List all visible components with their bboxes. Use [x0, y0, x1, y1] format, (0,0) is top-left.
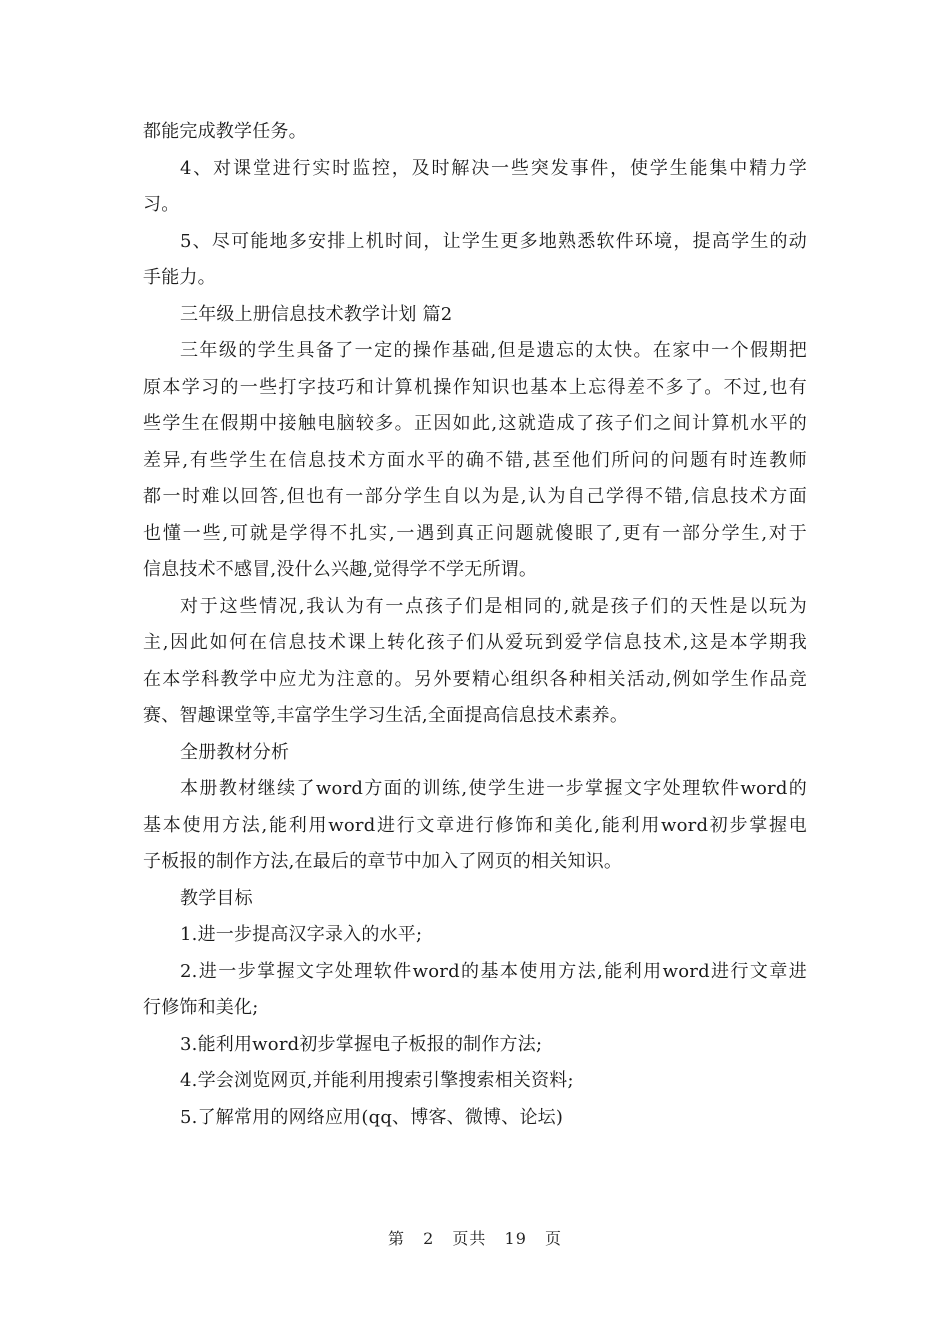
text-line: 三年级上册信息技术教学计划 篇2 — [180, 303, 453, 325]
text-line: 三年级的学生具备了一定的操作基础,但是遗忘的太快。在家中一个假期把 — [180, 340, 807, 361]
text-line: 4.学会浏览网页,并能利用搜索引擎搜索相关资料; — [180, 1070, 574, 1091]
text-line: 2.进一步掌握文字处理软件word的基本使用方法,能利用word进行文章进 — [180, 960, 807, 982]
text-line: 4、对课堂进行实时监控，及时解决一些突发事件，使学生能集中精力学 — [180, 157, 807, 179]
footer-page-number: 2 — [423, 1229, 435, 1248]
footer-suffix: 页 — [544, 1229, 562, 1248]
text-line: 些学生在假期中接触电脑较多。正因如此,这就造成了孩子们之间计算机水平的 — [143, 413, 807, 434]
text-line: 赛、智趣课堂等,丰富学生学习生活,全面提高信息技术素养。 — [143, 705, 629, 726]
text-line: 行修饰和美化; — [143, 997, 259, 1018]
text-line: 全册教材分析 — [180, 741, 290, 763]
text-line: 差异,有些学生在信息技术方面水平的确不错,甚至他们所问的问题有时连教师 — [143, 449, 807, 471]
text-line: 子板报的制作方法,在最后的章节中加入了网页的相关知识。 — [143, 851, 623, 872]
text-line: 5、尽可能地多安排上机时间，让学生更多地熟悉软件环境，提高学生的动 — [180, 230, 807, 252]
text-line: 对于这些情况,我认为有一点孩子们是相同的,就是孩子们的天性是以玩为 — [180, 595, 807, 617]
text-line: 原本学习的一些打字技巧和计算机操作知识也基本上忘得差不多了。不过,也有 — [143, 376, 807, 398]
text-line: 3.能利用word初步掌握电子板报的制作方法; — [180, 1033, 543, 1055]
text-line: 主,因此如何在信息技术课上转化孩子们从爱玩到爱学信息技术,这是本学期我 — [143, 632, 807, 653]
text-line: 都能完成教学任务。 — [143, 121, 307, 142]
text-line: 习。 — [143, 194, 180, 215]
text-line: 也懂一些,可就是学得不扎实,一遇到真正问题就傻眼了,更有一部分学生,对于 — [143, 522, 807, 544]
text-line: 本册教材继续了word方面的训练,使学生进一步掌握文字处理软件word的 — [180, 778, 807, 799]
text-line: 基本使用方法,能利用word进行文章进行修饰和美化,能利用word初步掌握电 — [143, 814, 807, 836]
text-line: 在本学科教学中应尤为注意的。另外要精心组织各种相关活动,例如学生作品竞 — [143, 668, 807, 690]
text-line: 5.了解常用的网络应用(qq、博客、微博、论坛) — [180, 1106, 564, 1128]
footer-middle: 页共 — [452, 1229, 487, 1248]
text-line: 教学目标 — [180, 887, 253, 909]
text-line: 1.进一步提高汉字录入的水平; — [180, 924, 423, 945]
footer-total-pages: 19 — [504, 1229, 527, 1248]
footer-prefix: 第 — [388, 1229, 406, 1248]
text-line: 手能力。 — [143, 267, 216, 288]
page-footer — [0, 1226, 950, 1249]
text-line: 都一时难以回答,但也有一部分学生自以为是,认为自己学得不错,信息技术方面 — [143, 486, 807, 507]
document-body — [143, 114, 807, 1136]
text-line: 信息技术不感冒,没什么兴趣,觉得学不学无所谓。 — [143, 559, 538, 580]
